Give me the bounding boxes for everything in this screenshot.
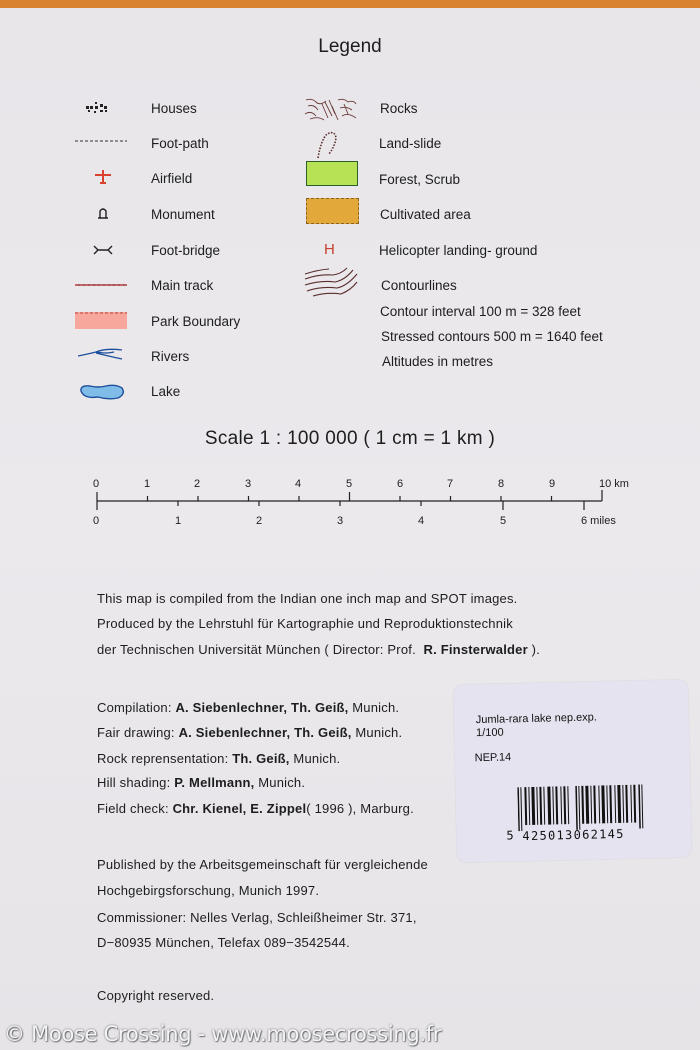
km-tick-2: 2	[194, 478, 201, 490]
mile-tick-1: 1	[175, 515, 182, 527]
legend-label-contourlines: Contourlines	[381, 278, 457, 293]
credit-place: Munich.	[348, 700, 400, 715]
credit-fair-drawing	[97, 725, 402, 740]
publisher-line-4: D−80935 München, Telefax 089−3542544.	[97, 935, 350, 950]
legend-label-footbridge: Foot-bridge	[151, 243, 221, 258]
km-tick-1: 1	[144, 478, 151, 490]
top-color-band	[0, 0, 700, 8]
credit-field-check	[97, 801, 414, 816]
forest-icon	[306, 161, 358, 186]
watermark: © Moose Crossing - www.moosecrossing.fr	[4, 1022, 442, 1046]
footbridge-icon	[93, 244, 113, 256]
credit-names: A. Siebenlechner, Th. Geiß,	[175, 700, 349, 715]
compiled-line-1: This map is compiled from the Indian one inch map and SPOT images.	[97, 591, 518, 606]
mile-tick-2: 2	[256, 515, 263, 527]
mile-tick-5: 5	[500, 515, 507, 527]
rocks-icon	[304, 96, 358, 122]
legend-label-main-track: Main track	[151, 278, 214, 293]
credit-place: Munich.	[254, 775, 306, 790]
barcode-digits: 425013062145	[522, 826, 625, 844]
credit-place: Munich.	[351, 725, 403, 740]
copyright: Copyright reserved.	[97, 988, 215, 1003]
houses-icon	[86, 100, 110, 114]
legend-label-forest: Forest, Scrub	[379, 172, 461, 187]
km-tick-4: 4	[295, 478, 302, 490]
stressed-contour-note: Stressed contours 500 m = 1640 feet	[381, 329, 603, 344]
mile-tick-4: 4	[418, 515, 425, 527]
legend-label-lake: Lake	[151, 384, 181, 399]
park-boundary-icon	[75, 312, 127, 329]
compiled-line-3-text: der Technischen Universität München ( Director: Prof.	[97, 642, 416, 657]
legend-label-cultivated: Cultivated area	[380, 207, 471, 222]
credit-role: Hill shading:	[97, 775, 175, 790]
price-sticker	[453, 679, 692, 862]
km-tick-9: 9	[549, 478, 556, 490]
credit-place: Munich.	[289, 751, 341, 766]
km-tick-3: 3	[245, 478, 252, 490]
contour-icon	[303, 266, 359, 298]
km-tick-6: 6	[397, 478, 404, 490]
km-tick-0: 0	[93, 478, 100, 490]
legend-label-rocks: Rocks	[380, 101, 418, 116]
credit-place: ( 1996 ), Marburg.	[306, 801, 414, 816]
legend-title: Legend	[318, 36, 382, 57]
credit-role: Compilation:	[97, 700, 176, 715]
barcode-first-digit: 5	[506, 828, 514, 843]
legend-label-houses: Houses	[151, 101, 197, 116]
publisher-line-1: Published by the Arbeitsgemeinschaft für vergleichende	[97, 857, 428, 872]
credit-rock	[97, 751, 340, 766]
cultivated-icon	[306, 198, 359, 224]
credit-names: Th. Geiß,	[232, 751, 290, 766]
km-tick-5: 5	[346, 478, 353, 490]
legend-label-helicopter: Helicopter landing- ground	[379, 243, 538, 258]
lake-icon	[78, 382, 126, 402]
compiled-line-3-end: ).	[527, 642, 541, 657]
contour-interval-note: Contour interval 100 m = 328 feet	[380, 304, 581, 319]
mile-tick-3: 3	[337, 515, 344, 527]
km-tick-7: 7	[447, 478, 454, 490]
credit-compilation	[97, 700, 399, 715]
compiled-line-3	[97, 642, 540, 657]
main-track-icon	[75, 282, 127, 288]
sticker-sub: 1/100	[475, 726, 504, 740]
legend-label-park-boundary: Park Boundary	[151, 314, 241, 329]
publisher-line-3: Commissioner: Nelles Verlag, Schleißheimer Str. 371,	[97, 910, 417, 925]
monument-icon	[98, 207, 108, 219]
legend-label-monument: Monument	[151, 207, 215, 222]
scale-title: Scale 1 : 100 000 ( 1 cm = 1 km )	[204, 428, 496, 449]
landslide-icon	[315, 130, 341, 160]
footpath-icon	[75, 138, 127, 144]
legend-label-rivers: Rivers	[151, 349, 190, 364]
legend-label-landslide: Land-slide	[379, 136, 442, 151]
publisher-line-2: Hochgebirgsforschung, Munich 1997.	[97, 883, 320, 898]
credit-names: A. Siebenlechner, Th. Geiß,	[178, 725, 352, 740]
legend-label-footpath: Foot-path	[151, 136, 209, 151]
scale-bar	[90, 490, 610, 512]
credit-role: Fair drawing:	[97, 725, 179, 740]
credit-role: Rock reprensentation:	[97, 751, 233, 766]
airfield-icon	[94, 169, 112, 185]
director-name: R. Finsterwalder	[423, 642, 528, 657]
credit-names: Chr. Kienel, E. Zippel	[172, 801, 307, 816]
legend-label-airfield: Airfield	[151, 171, 193, 186]
credit-role: Field check:	[97, 801, 173, 816]
sticker-code: NEP.14	[474, 751, 512, 765]
altitude-note: Altitudes in metres	[382, 354, 494, 369]
sticker-title: Jumla-rara lake nep.exp.	[475, 711, 597, 727]
rivers-icon	[78, 346, 124, 362]
mile-tick-0: 0	[93, 515, 100, 527]
compiled-line-2: Produced by the Lehrstuhl für Kartographie und Reproduktionstechnik	[97, 616, 513, 631]
credit-hill-shading	[97, 775, 305, 790]
helicopter-icon: H	[324, 241, 335, 258]
barcode	[517, 784, 644, 831]
mile-tick-6: 6 miles	[581, 515, 616, 527]
credit-names: P. Mellmann,	[174, 775, 255, 790]
km-tick-8: 8	[498, 478, 505, 490]
km-tick-10: 10 km	[599, 478, 629, 490]
